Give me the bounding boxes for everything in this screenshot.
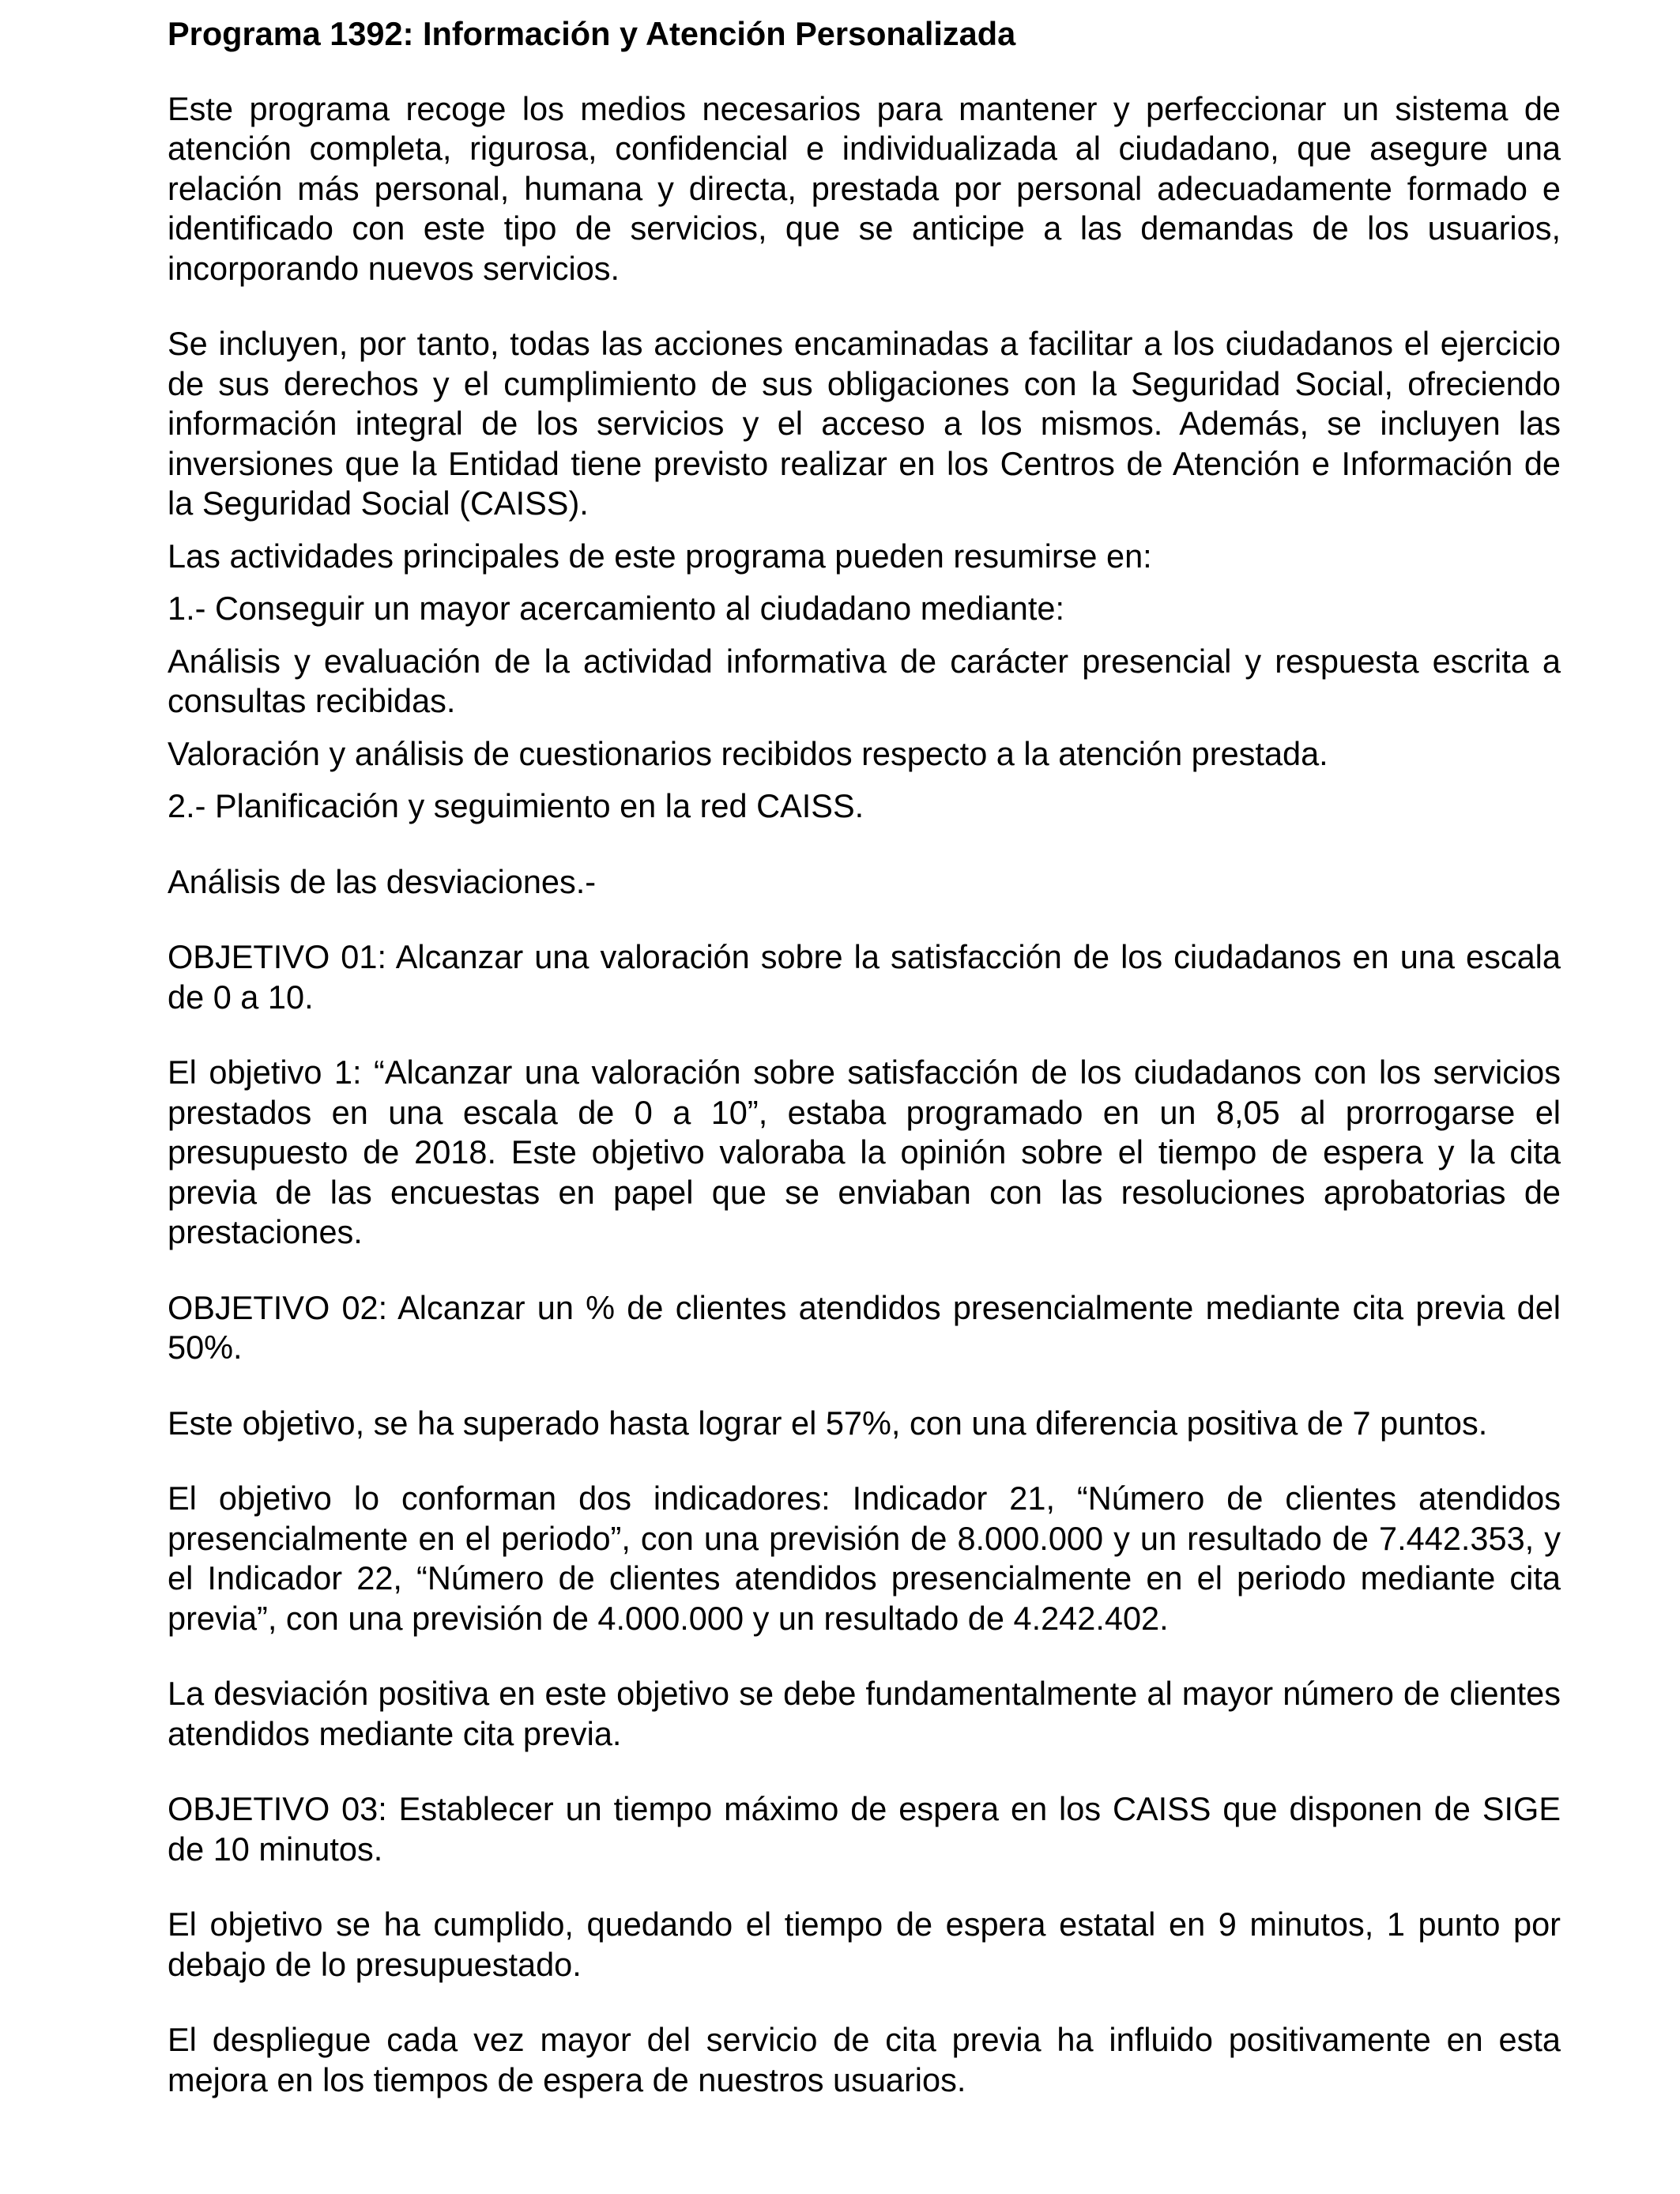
paragraph-program-description: Este programa recoge los medios necesarios para mantener y perfeccionar un sistema de atención completa, rigurosa, confidencial e individualizada al ciudadano, que asegure una relación más personal, humana y directa, prestada por personal adecuadamente formado e identificado con este tipo de servicios, que se anticipe a las demandas de los usuarios, incorporando nuevos servicios. bbox=[168, 89, 1561, 287]
objective-03-conclusion: El despliegue cada vez mayor del servicio de cita previa ha influido positivamente en esta mejora en los tiempos de espera de nuestros usuarios. bbox=[168, 2021, 1561, 2098]
list-item-2: 2.- Planificación y seguimiento en la red CAISS. bbox=[168, 787, 864, 824]
paragraph-activities-intro: Las actividades principales de este programa pueden resumirse en: bbox=[168, 537, 1152, 575]
objective-01-analysis: El objetivo 1: “Alcanzar una valoración sobre satisfacción de los ciudadanos con los servicios prestados en una escala de 0 a 10”, estaba programado en un 8,05 al prorrogarse el presupuesto de 2018. Este objetivo valoraba la opinión sobre el tiempo de espera y la cita previa de las encuestas en papel que se enviaban con las resoluciones aprobatorias de prestaciones. bbox=[168, 1054, 1561, 1250]
section-heading-deviations: Análisis de las desviaciones.- bbox=[168, 862, 597, 900]
paragraph-included-actions: Se incluyen, por tanto, todas las acciones encaminadas a facilitar a los ciudadanos el ejercicio de sus derechos y el cumplimiento de sus obligaciones con la Seguridad Social, ofreciendo información integral de los servicios y el acceso a los mismos. Además, se incluyen las inversiones que la Entidad tiene previsto realizar en los Centros de Atención e Información de la Seguridad Social (CAISS). bbox=[168, 325, 1561, 522]
objective-02-indicators: El objetivo lo conforman dos indicadores: Indicador 21, “Número de clientes atendidos presencialmente en el periodo”, con una previsión de 8.000.000 y un resultado de 7.442.353, y el Indicador 22, “Número de clientes atendidos presencialmente en el periodo mediante cita previa”, con una previsión de 4.000.000 y un resultado de 4.242.402. bbox=[168, 1480, 1561, 1637]
objective-02-heading: OBJETIVO 02: Alcanzar un % de clientes atendidos presencialmente mediante cita previa del 50%. bbox=[168, 1288, 1561, 1366]
objective-03-result: El objetivo se ha cumplido, quedando el tiempo de espera estatal en 9 minutos, 1 punto por debajo de lo presupuestado. bbox=[168, 1906, 1561, 1983]
objective-02-deviation: La desviación positiva en este objetivo se debe fundamentalmente al mayor número de clientes atendidos mediante cita previa. bbox=[168, 1675, 1561, 1752]
objective-03-heading: OBJETIVO 03: Establecer un tiempo máximo de espera en los CAISS que disponen de SIGE de 10 minutos. bbox=[168, 1790, 1561, 1868]
objective-01-heading: OBJETIVO 01: Alcanzar una valoración sobre la satisfacción de los ciudadanos en una escala de 0 a 10. bbox=[168, 938, 1561, 1016]
list-item-1: 1.- Conseguir un mayor acercamiento al ciudadano mediante: bbox=[168, 590, 1064, 627]
paragraph-questionnaires: Valoración y análisis de cuestionarios recibidos respecto a la atención prestada. bbox=[168, 734, 1328, 772]
objective-02-result: Este objetivo, se ha superado hasta lograr el 57%, con una diferencia positiva de 7 puntos. bbox=[168, 1404, 1488, 1442]
paragraph-analysis-evaluation: Análisis y evaluación de la actividad informativa de carácter presencial y respuesta escrita a consultas recibidas. bbox=[168, 642, 1561, 719]
document-title: Programa 1392: Información y Atención Personalizada bbox=[168, 15, 1016, 52]
document-page bbox=[168, 14, 1561, 2100]
